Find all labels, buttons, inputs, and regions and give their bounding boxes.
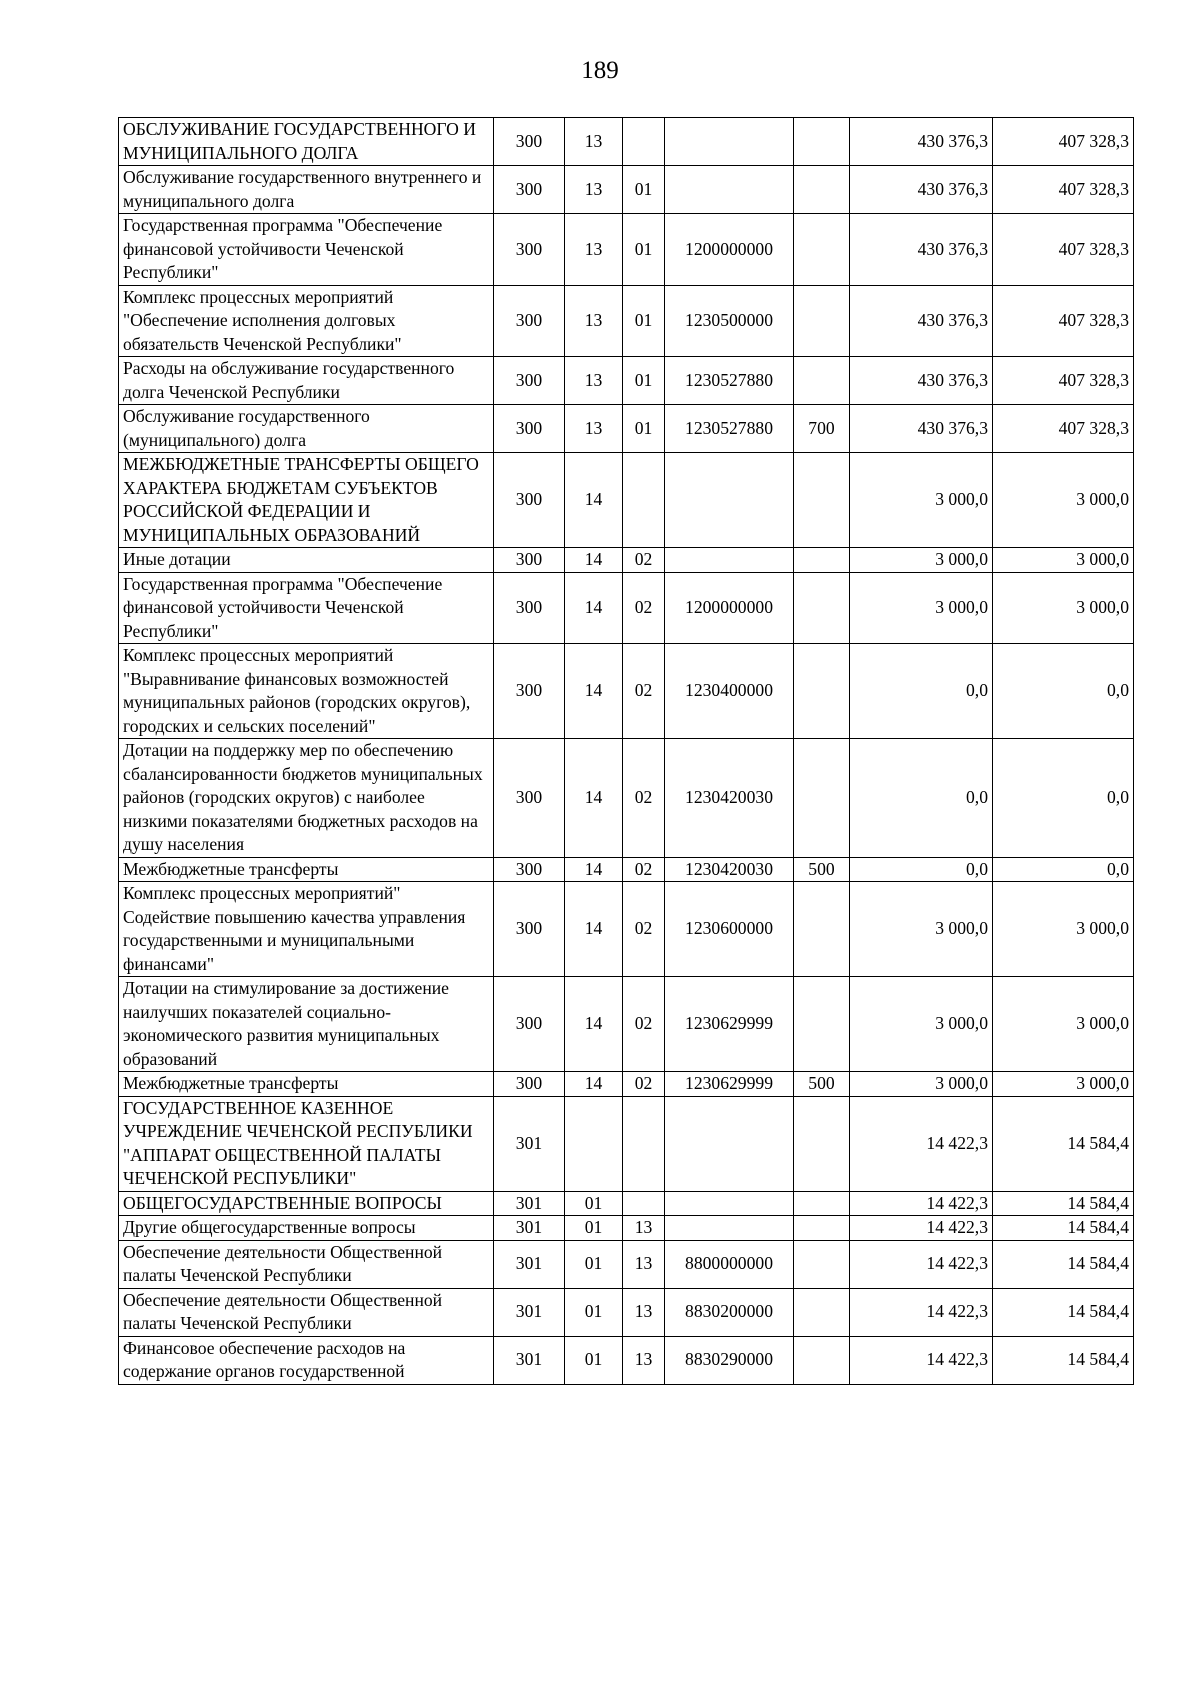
table-row [119, 548, 1134, 573]
row-amount-year1-cell: 14 422,3 [850, 1216, 993, 1241]
row-csr-cell: 1230527880 [665, 405, 794, 453]
table-row [119, 405, 1134, 453]
row-rz-cell: 14 [565, 977, 623, 1072]
row-rz-cell: 14 [565, 572, 623, 644]
row-vr-cell [794, 453, 850, 548]
row-pr-cell [623, 118, 665, 166]
row-pr-cell: 02 [623, 644, 665, 739]
row-gr-cell: 300 [494, 548, 565, 573]
row-rz-cell: 13 [565, 214, 623, 286]
row-amount-year1-cell: 3 000,0 [850, 572, 993, 644]
row-pr-cell: 02 [623, 572, 665, 644]
row-pr-cell: 02 [623, 739, 665, 858]
row-vr-cell [794, 285, 850, 357]
row-amount-year1-cell: 430 376,3 [850, 357, 993, 405]
row-vr-cell [794, 1288, 850, 1336]
row-rz-cell: 01 [565, 1336, 623, 1384]
row-amount-year1-cell: 0,0 [850, 857, 993, 882]
table-row [119, 1240, 1134, 1288]
table-row [119, 118, 1134, 166]
row-gr-cell: 300 [494, 357, 565, 405]
row-vr-cell [794, 977, 850, 1072]
row-amount-year2-cell: 3 000,0 [993, 977, 1134, 1072]
row-pr-cell: 02 [623, 977, 665, 1072]
row-csr-cell [665, 166, 794, 214]
row-amount-year2-cell: 3 000,0 [993, 548, 1134, 573]
row-csr-cell: 8800000000 [665, 1240, 794, 1288]
row-pr-cell: 01 [623, 285, 665, 357]
row-rz-cell: 13 [565, 405, 623, 453]
row-rz-cell: 14 [565, 644, 623, 739]
row-csr-cell [665, 118, 794, 166]
table-row [119, 214, 1134, 286]
table-row [119, 882, 1134, 977]
row-csr-cell: 1200000000 [665, 572, 794, 644]
table-row [119, 977, 1134, 1072]
row-csr-cell: 1230420030 [665, 739, 794, 858]
row-name-cell: Комплекс процессных мероприятий "Выравнивание финансовых возможностей муниципальных районов (городских округов), городских и сельских поселений" [119, 644, 494, 739]
table-row [119, 857, 1134, 882]
row-vr-cell [794, 1191, 850, 1216]
row-amount-year2-cell: 407 328,3 [993, 285, 1134, 357]
row-amount-year2-cell: 3 000,0 [993, 1072, 1134, 1097]
row-csr-cell [665, 1216, 794, 1241]
row-gr-cell: 301 [494, 1288, 565, 1336]
row-vr-cell [794, 882, 850, 977]
row-rz-cell: 14 [565, 1072, 623, 1097]
table-row [119, 1336, 1134, 1384]
row-amount-year2-cell: 14 584,4 [993, 1288, 1134, 1336]
table-row [119, 572, 1134, 644]
row-name-cell: Обслуживание государственного (муниципального) долга [119, 405, 494, 453]
row-name-cell: Обеспечение деятельности Общественной палаты Чеченской Республики [119, 1240, 494, 1288]
row-amount-year2-cell: 0,0 [993, 644, 1134, 739]
row-amount-year1-cell: 430 376,3 [850, 405, 993, 453]
row-name-cell: ОБСЛУЖИВАНИЕ ГОСУДАРСТВЕННОГО И МУНИЦИПАЛЬНОГО ДОЛГА [119, 118, 494, 166]
row-name-cell: Государственная программа "Обеспечение финансовой устойчивости Чеченской Республики" [119, 214, 494, 286]
table-row [119, 453, 1134, 548]
row-vr-cell [794, 548, 850, 573]
row-name-cell: ОБЩЕГОСУДАРСТВЕННЫЕ ВОПРОСЫ [119, 1191, 494, 1216]
row-pr-cell: 13 [623, 1336, 665, 1384]
row-pr-cell [623, 453, 665, 548]
row-pr-cell: 02 [623, 857, 665, 882]
row-vr-cell [794, 357, 850, 405]
row-rz-cell: 14 [565, 453, 623, 548]
row-csr-cell [665, 453, 794, 548]
row-amount-year1-cell: 3 000,0 [850, 882, 993, 977]
row-csr-cell: 8830200000 [665, 1288, 794, 1336]
row-name-cell: Иные дотации [119, 548, 494, 573]
row-amount-year1-cell: 14 422,3 [850, 1288, 993, 1336]
row-gr-cell: 300 [494, 572, 565, 644]
row-rz-cell: 14 [565, 548, 623, 573]
row-vr-cell: 500 [794, 857, 850, 882]
table-row [119, 1096, 1134, 1191]
row-csr-cell: 1230629999 [665, 1072, 794, 1097]
page-number: 189 [581, 57, 619, 84]
row-amount-year2-cell: 14 584,4 [993, 1240, 1134, 1288]
row-csr-cell: 1200000000 [665, 214, 794, 286]
row-name-cell: Другие общегосударственные вопросы [119, 1216, 494, 1241]
table-row [119, 1191, 1134, 1216]
row-name-cell: Обеспечение деятельности Общественной палаты Чеченской Республики [119, 1288, 494, 1336]
row-amount-year2-cell: 14 584,4 [993, 1216, 1134, 1241]
row-amount-year2-cell: 14 584,4 [993, 1191, 1134, 1216]
row-name-cell: Комплекс процессных мероприятий" Содействие повышению качества управления государственными и муниципальными финансами" [119, 882, 494, 977]
row-amount-year1-cell: 3 000,0 [850, 1072, 993, 1097]
table-row [119, 1072, 1134, 1097]
row-rz-cell [565, 1096, 623, 1191]
row-vr-cell: 700 [794, 405, 850, 453]
table-row [119, 739, 1134, 858]
row-amount-year2-cell: 3 000,0 [993, 882, 1134, 977]
table-row [119, 1216, 1134, 1241]
row-csr-cell: 1230600000 [665, 882, 794, 977]
row-amount-year2-cell: 407 328,3 [993, 405, 1134, 453]
row-rz-cell: 01 [565, 1240, 623, 1288]
row-rz-cell: 13 [565, 357, 623, 405]
row-pr-cell [623, 1191, 665, 1216]
row-pr-cell: 01 [623, 357, 665, 405]
row-name-cell: Комплекс процессных мероприятий "Обеспечение исполнения долговых обязательств Чеченской Республики" [119, 285, 494, 357]
row-amount-year1-cell: 3 000,0 [850, 977, 993, 1072]
row-gr-cell: 300 [494, 118, 565, 166]
row-rz-cell: 01 [565, 1191, 623, 1216]
row-amount-year2-cell: 407 328,3 [993, 214, 1134, 286]
row-gr-cell: 300 [494, 453, 565, 548]
table-row [119, 1288, 1134, 1336]
row-gr-cell: 301 [494, 1191, 565, 1216]
row-gr-cell: 300 [494, 1072, 565, 1097]
row-gr-cell: 301 [494, 1216, 565, 1241]
row-amount-year1-cell: 14 422,3 [850, 1096, 993, 1191]
row-name-cell: Межбюджетные трансферты [119, 1072, 494, 1097]
row-vr-cell [794, 118, 850, 166]
row-gr-cell: 300 [494, 882, 565, 977]
row-amount-year2-cell: 14 584,4 [993, 1336, 1134, 1384]
row-amount-year1-cell: 14 422,3 [850, 1240, 993, 1288]
row-csr-cell [665, 548, 794, 573]
row-amount-year1-cell: 14 422,3 [850, 1336, 993, 1384]
row-vr-cell [794, 1096, 850, 1191]
row-vr-cell [794, 1336, 850, 1384]
row-gr-cell: 301 [494, 1240, 565, 1288]
budget-table-body [119, 118, 1134, 1385]
row-name-cell: Расходы на обслуживание государственного долга Чеченской Республики [119, 357, 494, 405]
row-gr-cell: 301 [494, 1096, 565, 1191]
row-gr-cell: 300 [494, 977, 565, 1072]
row-vr-cell [794, 1216, 850, 1241]
row-vr-cell [794, 572, 850, 644]
row-amount-year2-cell: 3 000,0 [993, 572, 1134, 644]
row-amount-year1-cell: 430 376,3 [850, 166, 993, 214]
row-amount-year2-cell: 0,0 [993, 739, 1134, 858]
row-pr-cell: 02 [623, 548, 665, 573]
row-gr-cell: 300 [494, 644, 565, 739]
row-amount-year1-cell: 430 376,3 [850, 285, 993, 357]
table-row [119, 285, 1134, 357]
row-pr-cell: 02 [623, 882, 665, 977]
row-csr-cell [665, 1191, 794, 1216]
row-csr-cell: 1230500000 [665, 285, 794, 357]
row-rz-cell: 14 [565, 882, 623, 977]
table-row [119, 357, 1134, 405]
row-rz-cell: 13 [565, 118, 623, 166]
row-gr-cell: 300 [494, 405, 565, 453]
row-csr-cell: 1230629999 [665, 977, 794, 1072]
row-gr-cell: 300 [494, 214, 565, 286]
row-vr-cell [794, 166, 850, 214]
row-pr-cell: 13 [623, 1216, 665, 1241]
row-rz-cell: 14 [565, 857, 623, 882]
row-name-cell: Финансовое обеспечение расходов на содержание органов государственной [119, 1336, 494, 1384]
row-gr-cell: 300 [494, 285, 565, 357]
row-pr-cell: 01 [623, 405, 665, 453]
row-vr-cell [794, 1240, 850, 1288]
row-amount-year1-cell: 3 000,0 [850, 548, 993, 573]
row-rz-cell: 14 [565, 739, 623, 858]
row-amount-year2-cell: 3 000,0 [993, 453, 1134, 548]
row-name-cell: Обслуживание государственного внутреннего и муниципального долга [119, 166, 494, 214]
row-vr-cell: 500 [794, 1072, 850, 1097]
row-rz-cell: 01 [565, 1288, 623, 1336]
row-amount-year1-cell: 430 376,3 [850, 118, 993, 166]
row-pr-cell: 13 [623, 1288, 665, 1336]
row-name-cell: Дотации на поддержку мер по обеспечению сбалансированности бюджетов муниципальных районов (городских округов) с наиболее низкими показателями бюджетных расходов на душу населения [119, 739, 494, 858]
row-vr-cell [794, 644, 850, 739]
row-pr-cell: 01 [623, 214, 665, 286]
row-rz-cell: 13 [565, 166, 623, 214]
row-pr-cell: 02 [623, 1072, 665, 1097]
row-amount-year1-cell: 14 422,3 [850, 1191, 993, 1216]
row-amount-year1-cell: 0,0 [850, 644, 993, 739]
row-gr-cell: 301 [494, 1336, 565, 1384]
row-amount-year2-cell: 14 584,4 [993, 1096, 1134, 1191]
row-amount-year1-cell: 430 376,3 [850, 214, 993, 286]
row-csr-cell [665, 1096, 794, 1191]
row-csr-cell: 1230400000 [665, 644, 794, 739]
table-row [119, 644, 1134, 739]
row-pr-cell [623, 1096, 665, 1191]
row-pr-cell: 01 [623, 166, 665, 214]
row-rz-cell: 13 [565, 285, 623, 357]
row-rz-cell: 01 [565, 1216, 623, 1241]
row-amount-year2-cell: 407 328,3 [993, 357, 1134, 405]
row-csr-cell: 8830290000 [665, 1336, 794, 1384]
row-vr-cell [794, 739, 850, 858]
row-name-cell: Государственная программа "Обеспечение финансовой устойчивости Чеченской Республики" [119, 572, 494, 644]
row-gr-cell: 300 [494, 857, 565, 882]
row-gr-cell: 300 [494, 166, 565, 214]
row-pr-cell: 13 [623, 1240, 665, 1288]
row-amount-year2-cell: 407 328,3 [993, 166, 1134, 214]
row-amount-year1-cell: 3 000,0 [850, 453, 993, 548]
table-row [119, 166, 1134, 214]
row-name-cell: Дотации на стимулирование за достижение наилучших показателей социально-экономического развития муниципальных образований [119, 977, 494, 1072]
row-gr-cell: 300 [494, 739, 565, 858]
row-amount-year2-cell: 407 328,3 [993, 118, 1134, 166]
row-vr-cell [794, 214, 850, 286]
row-csr-cell: 1230527880 [665, 357, 794, 405]
row-csr-cell: 1230420030 [665, 857, 794, 882]
row-amount-year1-cell: 0,0 [850, 739, 993, 858]
row-name-cell: ГОСУДАРСТВЕННОЕ КАЗЕННОЕ УЧРЕЖДЕНИЕ ЧЕЧЕНСКОЙ РЕСПУБЛИКИ "АППАРАТ ОБЩЕСТВЕННОЙ ПАЛАТЫ ЧЕЧЕНСКОЙ РЕСПУБЛИКИ" [119, 1096, 494, 1191]
row-name-cell: Межбюджетные трансферты [119, 857, 494, 882]
row-amount-year2-cell: 0,0 [993, 857, 1134, 882]
budget-table [118, 117, 1134, 1385]
row-name-cell: МЕЖБЮДЖЕТНЫЕ ТРАНСФЕРТЫ ОБЩЕГО ХАРАКТЕРА БЮДЖЕТАМ СУБЪЕКТОВ РОССИЙСКОЙ ФЕДЕРАЦИИ И МУНИЦИПАЛЬНЫХ ОБРАЗОВАНИЙ [119, 453, 494, 548]
